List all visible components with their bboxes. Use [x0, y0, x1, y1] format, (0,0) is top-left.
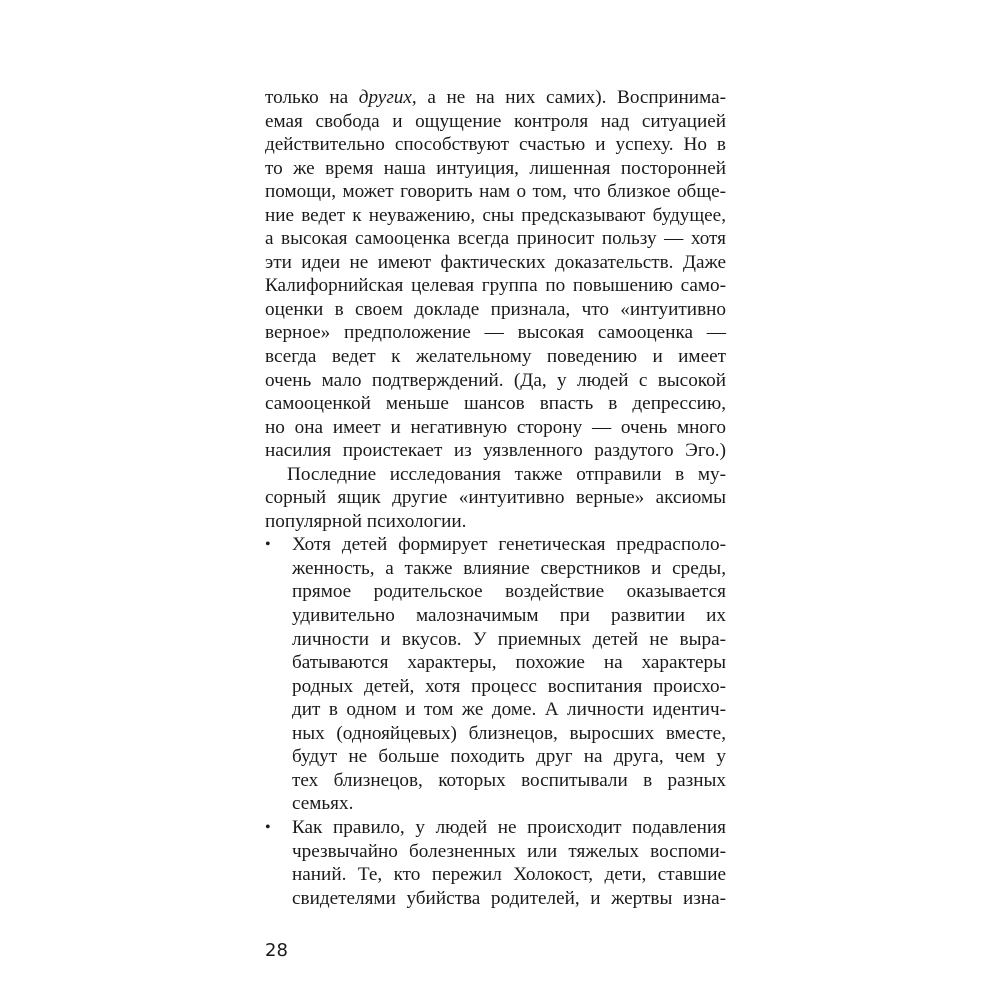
text-line: чрезвычайно болезненных или тяжелых воспоми- — [292, 840, 726, 862]
text-line: Как правило, у людей не происходит подавления — [292, 816, 726, 838]
text-line: дит в одном и том же доме. А личности идентич- — [292, 699, 726, 721]
text-line: будут не больше походить друг на друга, чем у — [292, 746, 726, 768]
list-item — [265, 533, 726, 816]
text-line: Последние исследования также отправили в му- — [287, 463, 726, 485]
paragraph-continuation — [265, 86, 726, 463]
text-line: самооценкой меньше шансов впасть в депрессию, — [265, 393, 726, 415]
bullet-icon: • — [265, 818, 271, 836]
text-line: тех близнецов, которых воспитывали в разных — [292, 769, 726, 791]
text-line: семьях. — [292, 793, 354, 815]
text-line: наний. Те, кто пережил Холокост, дети, ставшие — [292, 864, 726, 886]
text-line: ных (однояйцевых) близнецов, выросших вместе, — [292, 722, 726, 744]
text-line: свидетелями убийства родителей, и жертвы изна- — [292, 887, 726, 909]
list-item — [265, 816, 726, 910]
text-line: емая свобода и ощущение контроля над ситуацией — [265, 110, 726, 132]
text-line: верное» предположение — высокая самооценка — — [265, 322, 726, 344]
text-line: действительно способствуют счастью и успеху. Но в — [265, 134, 726, 156]
emphasis-word: других — [358, 87, 412, 108]
text-line: всегда ведет к желательному поведению и имеет — [265, 346, 726, 368]
text-line: то же время наша интуиция, лишенная посторонней — [265, 157, 726, 179]
text-line: насилия проистекает из уязвленного раздутого Эго.) — [265, 440, 726, 462]
paragraph-research — [265, 463, 726, 534]
page-number: 28 — [265, 940, 288, 961]
text-line: Хотя детей формирует генетическая предрасполо- — [292, 534, 726, 556]
text-line: помощи, может говорить нам о том, что близкое обще- — [265, 181, 726, 203]
text-line: Калифорнийская целевая группа по повышению само- — [265, 275, 726, 297]
bullet-icon: • — [265, 536, 271, 554]
text-line: а высокая самооценка всегда приносит пользу — хотя — [265, 228, 726, 250]
text-line: но она имеет и негативную сторону — очень много — [265, 416, 726, 438]
text-line: сорный ящик другие «интуитивно верные» аксиомы — [265, 487, 726, 509]
text-line: только на других, а не на них самих). Воспринима- — [265, 87, 726, 108]
text-line: удивительно малозначимым при развитии их — [292, 605, 726, 627]
text-line: личности и вкусов. У приемных детей не выра- — [292, 628, 726, 650]
text-line: ние ведет к неуважению, сны предсказывают будущее, — [265, 204, 726, 226]
text-line: прямое родительское воздействие оказывается — [292, 581, 726, 603]
book-page-text — [265, 86, 726, 910]
text-line: оценки в своем докладе признала, что «интуитивно — [265, 298, 726, 320]
text-line: женность, а также влияние сверстников и среды, — [292, 557, 726, 579]
text-line: батываются характеры, похожие на характеры — [292, 652, 726, 674]
text-line: родных детей, хотя процесс воспитания происхо- — [292, 675, 726, 697]
text-line: очень мало подтверждений. (Да, у людей с высокой — [265, 369, 726, 391]
text-line: эти идеи не имеют фактических доказательств. Даже — [265, 251, 726, 273]
text-line: популярной психологии. — [265, 510, 467, 532]
